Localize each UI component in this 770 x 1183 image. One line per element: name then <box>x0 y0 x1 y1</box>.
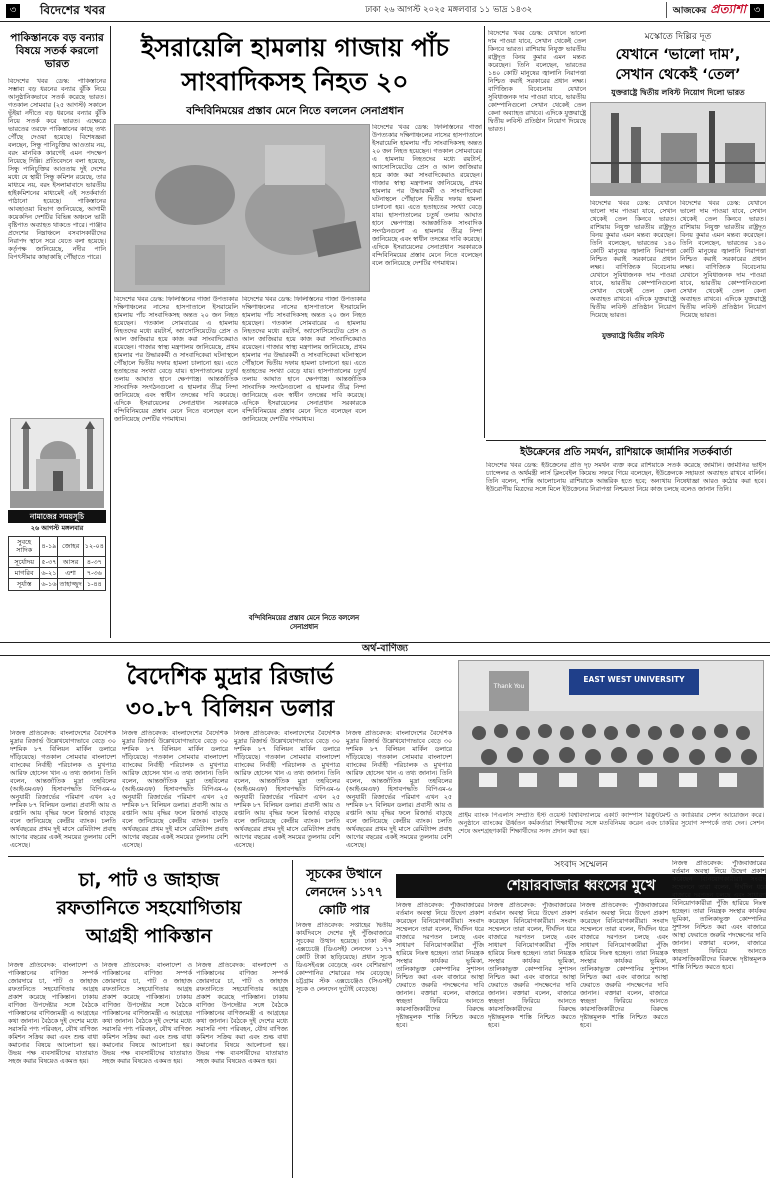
section-label: অর্থ-বাণিজ্য <box>0 642 770 656</box>
prayer-row <box>9 567 106 578</box>
right-headline-line2: সেখান থেকেই ‘তেল’ <box>615 67 741 83</box>
right-story-kicker: মস্কোতে দিল্লির দূত <box>644 32 712 42</box>
photo-caption: প্রাইম ব্যাংক পিএলসি সম্প্রতি ইস্ট ওয়েস্ট বিশ্ববিদ্যালয়ে একটি ক্যাম্পাস রিক্রুটমেন্ট ও ক্যারিয়ার সেশন আয়োজন করে। অনুষ্ঠানে ব্যাংকের ঊর্ধ্বতন কর্মকর্তারা শিক্ষার্থীদের সঙ্গে মতবিনিময় করেন এবং চাকরির সুযোগ সম্পর্কে তথ্য দেন। সেশন শেষে অংশগ্রহণকারী শিক্ষার্থীদের সনদ প্রদান করা হয়। <box>458 812 764 835</box>
logo-prefix: আজকের <box>672 6 707 16</box>
prayer-cell: আসর <box>58 556 83 567</box>
prayer-cell: ৭-৩৬ <box>83 567 105 578</box>
prayer-cell: ৪-৩৭ <box>83 556 105 567</box>
tea-headline-line3: আগ্রহী পাকিস্তান <box>85 925 213 947</box>
prayer-cell: ৪-১৯ <box>40 537 58 557</box>
horizontal-divider <box>8 856 764 857</box>
main-story-col1: বিদেশের খবর ডেস্ক: ফিলিস্তিনের গাজা উপত্যকার দক্ষিণাঞ্চলের নাসের হাসপাতালে ইসরায়েলি হামলায় পাঁচ সাংবাদিকসহ অন্তত ২০ জন নিহত হয়েছেন। গতকাল সোমবারের এ হামলায় নিহতদের মধ্যে রয়টার্স, অ্যাসোসিয়েটেড প্রেস ও আল জাজিরার হয়ে কাজ করা সাংবাদিকেরাও রয়েছেন। গাজার স্বাস্থ্য মন্ত্রণালয় জানিয়েছে, প্রথম হামলার পর উদ্ধারকর্মী ও সাংবাদিকেরা ঘটনাস্থলে পৌঁছালে দ্বিতীয় দফায় হামলা চালানো হয়। এতে হতাহতের সংখ্যা বেড়ে যায়। হাসপাতালের চতুর্থ তলায় আঘাত হানে ক্ষেপণাস্ত্র। আন্তর্জাতিক সাংবাদিক সংগঠনগুলো এ হামলার তীব্র নিন্দা জানিয়েছে এবং স্বাধীন তদন্তের দাবি করেছে। এদিকে ইসরায়েলের সেনাপ্রধান সরকারকে বন্দিবিনিময়ের প্রস্তাব মেনে নিতে বলেছেন বলে জানিয়েছে দেশটির গণমাধ্যম। <box>114 296 238 423</box>
dateline: ঢাকা ২৬ আগস্ট ২০২৫ মঙ্গলবার ১১ ভাদ্র ১৪৩২ <box>365 5 533 16</box>
press-col4: নিজস্ব প্রতিবেদক: পুঁজিবাজারের বর্তমান অবস্থা নিয়ে উদ্বেগ প্রকাশ করেছেন বিনিয়োগকারীরা। সংবাদ সম্মেলনে তারা বলেন, দীর্ঘদিন ধরে বাজারে দরপতন চলছে এবং সাধারণ বিনিয়োগকারীরা পুঁজি হারিয়ে নিঃস্ব হচ্ছেন। তারা নিয়ন্ত্রক সংস্থার কার্যকর ভূমিকা, তালিকাভুক্ত কোম্পানির সুশাসন নিশ্চিত করা এবং বাজারে আস্থা ফেরাতে জরুরি পদক্ষেপের দাবি জানান। বক্তারা বলেন, বাজারে স্বচ্ছতা ফিরিয়ে আনতে কারসাজিকারীদের বিরুদ্ধে দৃষ্টান্তমূলক শাস্তি নিশ্চিত করতে হবে। <box>672 860 766 971</box>
press-vest-photo <box>114 124 370 292</box>
press-col2: নিজস্ব প্রতিবেদক: পুঁজিবাজারের বর্তমান অবস্থা নিয়ে উদ্বেগ প্রকাশ করেছেন বিনিয়োগকারীরা। সংবাদ সম্মেলনে তারা বলেন, দীর্ঘদিন ধরে বাজারে দরপতন চলছে এবং সাধারণ বিনিয়োগকারীরা পুঁজি হারিয়ে নিঃস্ব হচ্ছেন। তারা নিয়ন্ত্রক সংস্থার কার্যকর ভূমিকা, তালিকাভুক্ত কোম্পানির সুশাসন নিশ্চিত করা এবং বাজারে আস্থা ফেরাতে জরুরি পদক্ষেপের দাবি জানান। বক্তারা বলেন, বাজারে স্বচ্ছতা ফিরিয়ে আনতে কারসাজিকারীদের বিরুদ্ধে দৃষ্টান্তমূলক শাস্তি নিশ্চিত করতে হবে। <box>488 902 576 1029</box>
mosque-icon <box>10 418 104 508</box>
story-divider <box>486 440 766 441</box>
index-headline-line2: লেনদেন ১১৭৭ <box>305 884 383 899</box>
press-col3: নিজস্ব প্রতিবেদক: পুঁজিবাজারের বর্তমান অবস্থা নিয়ে উদ্বেগ প্রকাশ করেছেন বিনিয়োগকারীরা। সংবাদ সম্মেলনে তারা বলেন, দীর্ঘদিন ধরে বাজারে দরপতন চলছে এবং সাধারণ বিনিয়োগকারীরা পুঁজি হারিয়ে নিঃস্ব হচ্ছেন। তারা নিয়ন্ত্রক সংস্থার কার্যকর ভূমিকা, তালিকাভুক্ত কোম্পানির সুশাসন নিশ্চিত করা এবং বাজারে আস্থা ফেরাতে জরুরি পদক্ষেপের দাবি জানান। বক্তারা বলেন, বাজারে স্বচ্ছতা ফিরিয়ে আনতে কারসাজিকারীদের বিরুদ্ধে দৃষ্টান্তমূলক শাস্তি নিশ্চিত করতে হবে। <box>580 902 668 1029</box>
main-headline-line2: সাংবাদিকসহ নিহত ২০ <box>181 67 409 96</box>
main-story-col2: বিদেশের খবর ডেস্ক: ফিলিস্তিনের গাজা উপত্যকার দক্ষিণাঞ্চলের নাসের হাসপাতালে ইসরায়েলি হামলায় পাঁচ সাংবাদিকসহ অন্তত ২০ জন নিহত হয়েছেন। গতকাল সোমবারের এ হামলায় নিহতদের মধ্যে রয়টার্স, অ্যাসোসিয়েটেড প্রেস ও আল জাজিরার হয়ে কাজ করা সাংবাদিকেরাও রয়েছেন। গাজার স্বাস্থ্য মন্ত্রণালয় জানিয়েছে, প্রথম হামলার পর উদ্ধারকর্মী ও সাংবাদিকেরা ঘটনাস্থলে পৌঁছালে দ্বিতীয় দফায় হামলা চালানো হয়। এতে হতাহতের সংখ্যা বেড়ে যায়। হাসপাতালের চতুর্থ তলায় আঘাত হানে ক্ষেপণাস্ত্র। আন্তর্জাতিক সাংবাদিক সংগঠনগুলো এ হামলার তীব্র নিন্দা জানিয়েছে এবং স্বাধীন তদন্তের দাবি করেছে। এদিকে ইসরায়েলের সেনাপ্রধান সরকারকে বন্দিবিনিময়ের প্রস্তাব মেনে নিতে বলেছেন বলে জানিয়েছে দেশটির গণমাধ্যম। <box>242 296 366 423</box>
prayer-cell: ৫-৩৭ <box>41 557 57 566</box>
reserve-col2: নিজস্ব প্রতিবেদক: বাংলাদেশের বৈদেশিক মুদ্রার রিজার্ভ উল্লেখযোগ্যভাবে বেড়ে ৩০ দশমিক ৮৭ বিলিয়ন মার্কিন ডলারে দাঁড়িয়েছে। গতকাল সোমবার বাংলাদেশ ব্যাংকের নির্বাহী পরিচালক ও মুখপাত্র আরিফ হোসেন খান এ তথ্য জানান। তিনি বলেন, আন্তর্জাতিক মুদ্রা তহবিলের (আইএমএফ) হিসাবপদ্ধতি বিপিএম-৬ অনুযায়ী রিজার্ভের পরিমাণ এখন ২৫ দশমিক ৮৭ বিলিয়ন ডলার। প্রবাসী আয় ও রপ্তানি আয় বৃদ্ধির ফলে রিজার্ভ বাড়ছে বলে জানিয়েছে কেন্দ্রীয় ব্যাংক। চলতি অর্থবছরের প্রথম দুই মাসে রেমিট্যান্স প্রবাহ আগের বছরের একই সময়ের তুলনায় বেশি এসেছে। <box>122 730 228 849</box>
prayer-table <box>8 536 106 591</box>
main-subhead: বন্দিবিনিময়ের প্রস্তাব মেনে নিতে বললেন সেনাপ্রধান <box>186 105 404 117</box>
masthead-logo <box>666 2 746 18</box>
press-headline: শেয়ারবাজার ধ্বংসের মুখে <box>396 874 766 898</box>
prayer-cell: সুবহে সাদিক <box>9 537 40 557</box>
prayer-cell: জোহর <box>58 537 83 557</box>
right-story-col2: বিদেশের খবর ডেস্ক: যেখানে ভালো দাম পাওয়া যাবে, সেখান থেকেই তেল কিনবে ভারত। রাশিয়ায় নিযুক্ত ভারতীয় রাষ্ট্রদূত বিনয় কুমার এমন মন্তব্য করেছেন। তিনি বলেছেন, ভারতের ১৪০ কোটি মানুষের জ্বালানি নিরাপত্তা নিশ্চিত করাই সরকারের প্রধান লক্ষ্য। বাণিজ্যিক বিবেচনায় যেখানে সুবিধাজনক দাম পাওয়া যাবে, ভারতীয় কোম্পানিগুলো সেখান থেকেই তেল কেনা অব্যাহত রাখবে। এদিকে যুক্তরাষ্ট্রে দ্বিতীয় লবিস্ট প্রতিষ্ঠান নিয়োগ দিয়েছে ভারত। <box>590 200 676 319</box>
index-headline-line1: সূচকের উত্থানে <box>306 866 382 881</box>
thanks-text: Thank You <box>493 683 525 690</box>
refinery-photo <box>590 102 766 196</box>
ukraine-headline: ইউক্রেনের প্রতি সমর্থন, রাশিয়াকে জার্মানির সতর্কবার্তা <box>520 447 732 458</box>
tea-headline-line2: রফতানিতে সহযোগিতায় <box>56 897 242 919</box>
press-col1: নিজস্ব প্রতিবেদক: পুঁজিবাজারের বর্তমান অবস্থা নিয়ে উদ্বেগ প্রকাশ করেছেন বিনিয়োগকারীরা। সংবাদ সম্মেলনে তারা বলেন, দীর্ঘদিন ধরে বাজারে দরপতন চলছে এবং সাধারণ বিনিয়োগকারীরা পুঁজি হারিয়ে নিঃস্ব হচ্ছেন। তারা নিয়ন্ত্রক সংস্থার কার্যকর ভূমিকা, তালিকাভুক্ত কোম্পানির সুশাসন নিশ্চিত করা এবং বাজারে আস্থা ফেরাতে জরুরি পদক্ষেপের দাবি জানান। বক্তারা বলেন, বাজারে স্বচ্ছতা ফিরিয়ে আনতে কারসাজিকারীদের বিরুদ্ধে দৃষ্টান্তমূলক শাস্তি নিশ্চিত করতে হবে। <box>396 902 484 1029</box>
prayer-title: নামাজের সময়সূচি <box>8 510 106 523</box>
right-story-inline-head: যুক্তরাষ্ট্রে দ্বিতীয় লবিস্ট <box>590 332 676 341</box>
left-story-body: বিদেশের খবর ডেস্ক: পাকিস্তানের সম্ভাব্য বড় ধরনের বন্যার ঝুঁকি নিয়ে আনুষ্ঠানিকভাবে সতর্ক করেছে ভারত। গতকাল সোমবার (২৫ আগস্ট) সকালে ভূঁইয়া নদীতে বড় ধরনের বন্যার ঝুঁকি নিয়ে সতর্ক করে ভারত। এক্ষেত্রে ভারতের তরফে পাকিস্তানের কাছে তথ্য পৌঁছে দেওয়া হয়েছে। বিশেষজ্ঞরা বলছেন, সিন্ধু পানিচুক্তির আওতায় নয়, বরং মানবিক কারণেই এমন পদক্ষেপ নিয়েছে দিল্লি। প্রতিবেদনে বলা হয়েছে, সিন্ধু পানিচুক্তির আওতায় দুই দেশের মধ্যে যে স্থায়ী সিন্ধু কমিশন রয়েছে, তার মাধ্যমে নয়, বরং ইসলামাবাদে ভারতীয় হাইকমিশনের মাধ্যমেই এই সতর্কবার্তা পাঠানো হয়েছে। পাকিস্তানের আবহাওয়া বিভাগ জানিয়েছে, আগামী কয়েকদিন দেশটির বিভিন্ন অঞ্চলে ভারী বৃষ্টিপাত অব্যাহত থাকতে পারে। পাঞ্জাব প্রদেশের নিম্নাঞ্চলে বসবাসকারীদের নিরাপদ স্থানে সরে যেতে বলা হয়েছে। কর্তৃপক্ষ জানিয়েছে, নদীর পানি বিপৎসীমার কাছাকাছি পৌঁছাতে পারে। <box>8 78 106 261</box>
tea-col2: নিজস্ব প্রতিবেদক: বাংলাদেশ ও পাকিস্তানের বাণিজ্য সম্পর্ক জোরদারে চা, পাট ও জাহাজ রফতানিতে সহযোগিতার আগ্রহ প্রকাশ করেছে পাকিস্তান। ঢাকায় বাণিজ্য উপদেষ্টার সঙ্গে বৈঠকে পাকিস্তানের বাণিজ্যমন্ত্রী এ আগ্রহের কথা জানান। বৈঠকে দুই দেশের মধ্যে সরাসরি পণ্য পরিবহন, যৌথ বাণিজ্য কমিশন সক্রিয় করা এবং শুল্ক বাধা কমানোর বিষয়ে আলোচনা হয়। উভয় পক্ষ ব্যবসায়ীদের যাতায়াত সহজ করার বিষয়েও একমত হয়। <box>102 962 192 1065</box>
prayer-cell: তাহাজ্জুদ <box>59 580 82 589</box>
main-story-inline-head: বন্দিবিনিময়ের প্রস্তাব মেনে নিতে বললেন সেনাপ্রধান <box>248 614 360 631</box>
reserve-col1: নিজস্ব প্রতিবেদক: বাংলাদেশের বৈদেশিক মুদ্রার রিজার্ভ উল্লেখযোগ্যভাবে বেড়ে ৩০ দশমিক ৮৭ বিলিয়ন মার্কিন ডলারে দাঁড়িয়েছে। গতকাল সোমবার বাংলাদেশ ব্যাংকের নির্বাহী পরিচালক ও মুখপাত্র আরিফ হোসেন খান এ তথ্য জানান। তিনি বলেন, আন্তর্জাতিক মুদ্রা তহবিলের (আইএমএফ) হিসাবপদ্ধতি বিপিএম-৬ অনুযায়ী রিজার্ভের পরিমাণ এখন ২৫ দশমিক ৮৭ বিলিয়ন ডলার। প্রবাসী আয় ও রপ্তানি আয় বৃদ্ধির ফলে রিজার্ভ বাড়ছে বলে জানিয়েছে কেন্দ্রীয় ব্যাংক। চলতি অর্থবছরের প্রথম দুই মাসে রেমিট্যান্স প্রবাহ আগের বছরের একই সময়ের তুলনায় বেশি এসেছে। <box>10 730 116 849</box>
prayer-cell: ১২-০৪ <box>83 537 105 557</box>
prayer-row <box>9 579 106 590</box>
column-divider <box>484 26 485 438</box>
column-divider <box>110 26 111 638</box>
section-name: বিদেশের খবর <box>40 2 106 17</box>
reserve-headline-line1: বৈদেশিক মুদ্রার রিজার্ভ <box>126 664 334 690</box>
prayer-cell: ৬-২১ <box>41 568 57 577</box>
press-kicker: সংবাদ সম্মেলন <box>554 860 608 870</box>
reserve-headline-line2: ৩০.৮৭ বিলিয়ন ডলার <box>125 696 335 722</box>
reserve-col4: নিজস্ব প্রতিবেদক: বাংলাদেশের বৈদেশিক মুদ্রার রিজার্ভ উল্লেখযোগ্যভাবে বেড়ে ৩০ দশমিক ৮৭ বিলিয়ন মার্কিন ডলারে দাঁড়িয়েছে। গতকাল সোমবার বাংলাদেশ ব্যাংকের নির্বাহী পরিচালক ও মুখপাত্র আরিফ হোসেন খান এ তথ্য জানান। তিনি বলেন, আন্তর্জাতিক মুদ্রা তহবিলের (আইএমএফ) হিসাবপদ্ধতি বিপিএম-৬ অনুযায়ী রিজার্ভের পরিমাণ এখন ২৫ দশমিক ৮৭ বিলিয়ন ডলার। প্রবাসী আয় ও রপ্তানি আয় বৃদ্ধির ফলে রিজার্ভ বাড়ছে বলে জানিয়েছে কেন্দ্রীয় ব্যাংক। চলতি অর্থবছরের প্রথম দুই মাসে রেমিট্যান্স প্রবাহ আগের বছরের একই সময়ের তুলনায় বেশি এসেছে। <box>346 730 452 849</box>
prayer-date: ২৬ আগস্ট মঙ্গলবার <box>30 524 84 532</box>
prayer-cell: এশা <box>58 567 83 578</box>
logo-main: প্রত্যাশা <box>710 2 746 16</box>
prayer-cell: ১-৪৪ <box>83 579 105 590</box>
page-number-right: ৩ <box>750 4 764 18</box>
prayer-cell: মাগরিব <box>9 567 40 578</box>
tea-col3: নিজস্ব প্রতিবেদক: বাংলাদেশ ও পাকিস্তানের বাণিজ্য সম্পর্ক জোরদারে চা, পাট ও জাহাজ রফতানিতে সহযোগিতার আগ্রহ প্রকাশ করেছে পাকিস্তান। ঢাকায় বাণিজ্য উপদেষ্টার সঙ্গে বৈঠকে পাকিস্তানের বাণিজ্যমন্ত্রী এ আগ্রহের কথা জানান। বৈঠকে দুই দেশের মধ্যে সরাসরি পণ্য পরিবহন, যৌথ বাণিজ্য কমিশন সক্রিয় করা এবং শুল্ক বাধা কমানোর বিষয়ে আলোচনা হয়। উভয় পক্ষ ব্যবসায়ীদের যাতায়াত সহজ করার বিষয়েও একমত হয়। <box>196 962 288 1065</box>
prayer-cell: সূর্যোদয় <box>9 556 40 567</box>
banner-text: EAST WEST UNIVERSITY <box>583 675 685 684</box>
group-photo <box>458 660 764 808</box>
ukraine-body: বিদেশের খবর ডেস্ক: ইউক্রেনের প্রতি দৃঢ় সমর্থন ব্যক্ত করে রাশিয়াকে সতর্ক করেছে জার্মানি। জার্মানির ভাইস চ্যান্সেলর ও অর্থমন্ত্রী লার্স ক্লিংবেইল কিয়েভ সফরে গিয়ে বলেছেন, ইউক্রেনকে সহায়তা অব্যাহত রাখবে বার্লিন। তিনি বলেন, শান্তি আলোচনায় রাশিয়াকে আন্তরিক হতে হবে; অন্যথায় নিষেধাজ্ঞা আরও কঠোর করা হবে। ইউরোপীয় মিত্রদের সঙ্গে মিলে ইউক্রেনের নিরাপত্তা নিশ্চয়তা নিয়ে কাজ চলছে বলেও জানান তিনি। <box>486 462 766 493</box>
page-header <box>0 0 770 22</box>
prayer-row <box>9 537 106 557</box>
index-body: নিজস্ব প্রতিবেদক: সপ্তাহের দ্বিতীয় কার্যদিবসে দেশের দুই পুঁজিবাজারে সূচকের উত্থান হয়েছে। ঢাকা স্টক এক্সচেঞ্জে (ডিএসই) লেনদেন ১১৭৭ কোটি টাকা ছাড়িয়েছে। প্রধান সূচক ডিএসইএক্স বেড়েছে এবং বেশিরভাগ কোম্পানির শেয়ারের দাম বেড়েছে। চট্টগ্রাম স্টক এক্সচেঞ্জেও (সিএসই) সূচক ও লেনদেন দুটোই বেড়েছে। <box>296 922 392 993</box>
prayer-row <box>9 556 106 567</box>
main-headline-line1: ইসরায়েলি হামলায় গাজায় পাঁচ <box>141 33 449 62</box>
right-story-subhead: যুক্তরাষ্ট্রে দ্বিতীয় লবিস্ট নিয়োগ দিলো ভারত <box>611 88 745 97</box>
right-story-col3: বিদেশের খবর ডেস্ক: যেখানে ভালো দাম পাওয়া যাবে, সেখান থেকেই তেল কিনবে ভারত। রাশিয়ায় নিযুক্ত ভারতীয় রাষ্ট্রদূত বিনয় কুমার এমন মন্তব্য করেছেন। তিনি বলেছেন, ভারতের ১৪০ কোটি মানুষের জ্বালানি নিরাপত্তা নিশ্চিত করাই সরকারের প্রধান লক্ষ্য। বাণিজ্যিক বিবেচনায় যেখানে সুবিধাজনক দাম পাওয়া যাবে, ভারতীয় কোম্পানিগুলো সেখান থেকেই তেল কেনা অব্যাহত রাখবে। এদিকে যুক্তরাষ্ট্রে দ্বিতীয় লবিস্ট প্রতিষ্ঠান নিয়োগ দিয়েছে ভারত। <box>680 200 766 319</box>
page-number-left: ৩ <box>6 4 20 18</box>
reserve-col3: নিজস্ব প্রতিবেদক: বাংলাদেশের বৈদেশিক মুদ্রার রিজার্ভ উল্লেখযোগ্যভাবে বেড়ে ৩০ দশমিক ৮৭ বিলিয়ন মার্কিন ডলারে দাঁড়িয়েছে। গতকাল সোমবার বাংলাদেশ ব্যাংকের নির্বাহী পরিচালক ও মুখপাত্র আরিফ হোসেন খান এ তথ্য জানান। তিনি বলেন, আন্তর্জাতিক মুদ্রা তহবিলের (আইএমএফ) হিসাবপদ্ধতি বিপিএম-৬ অনুযায়ী রিজার্ভের পরিমাণ এখন ২৫ দশমিক ৮৭ বিলিয়ন ডলার। প্রবাসী আয় ও রপ্তানি আয় বৃদ্ধির ফলে রিজার্ভ বাড়ছে বলে জানিয়েছে কেন্দ্রীয় ব্যাংক। চলতি অর্থবছরের প্রথম দুই মাসে রেমিট্যান্স প্রবাহ আগের বছরের একই সময়ের তুলনায় বেশি এসেছে। <box>234 730 340 849</box>
left-story-headline: পাকিস্তানকে বড় বন্যার বিষয়ে সতর্ক করলো ভারত <box>10 32 104 70</box>
tea-headline-line1: চা, পাট ও জাহাজ <box>78 869 220 891</box>
right-story-col1: বিদেশের খবর ডেস্ক: যেখানে ভালো দাম পাওয়া যাবে, সেখান থেকেই তেল কিনবে ভারত। রাশিয়ায় নিযুক্ত ভারতীয় রাষ্ট্রদূত বিনয় কুমার এমন মন্তব্য করেছেন। তিনি বলেছেন, ভারতের ১৪০ কোটি মানুষের জ্বালানি নিরাপত্তা নিশ্চিত করাই সরকারের প্রধান লক্ষ্য। বাণিজ্যিক বিবেচনায় যেখানে সুবিধাজনক দাম পাওয়া যাবে, ভারতীয় কোম্পানিগুলো সেখান থেকেই তেল কেনা অব্যাহত রাখবে। এদিকে যুক্তরাষ্ট্রে দ্বিতীয় লবিস্ট প্রতিষ্ঠান নিয়োগ দিয়েছে ভারত। <box>488 30 586 133</box>
prayer-cell: সূর্যাস্ত <box>9 579 40 590</box>
column-divider <box>292 860 293 1178</box>
tea-col1: নিজস্ব প্রতিবেদক: বাংলাদেশ ও পাকিস্তানের বাণিজ্য সম্পর্ক জোরদারে চা, পাট ও জাহাজ রফতানিতে সহযোগিতার আগ্রহ প্রকাশ করেছে পাকিস্তান। ঢাকায় বাণিজ্য উপদেষ্টার সঙ্গে বৈঠকে পাকিস্তানের বাণিজ্যমন্ত্রী এ আগ্রহের কথা জানান। বৈঠকে দুই দেশের মধ্যে সরাসরি পণ্য পরিবহন, যৌথ বাণিজ্য কমিশন সক্রিয় করা এবং শুল্ক বাধা কমানোর বিষয়ে আলোচনা হয়। উভয় পক্ষ ব্যবসায়ীদের যাতায়াত সহজ করার বিষয়েও একমত হয়। <box>8 962 98 1065</box>
right-headline-line1: যেখানে ‘ভালো দাম’, <box>615 47 741 63</box>
prayer-cell: ৬-১৬ <box>41 580 57 589</box>
main-story-col3: বিদেশের খবর ডেস্ক: ফিলিস্তিনের গাজা উপত্যকার দক্ষিণাঞ্চলের নাসের হাসপাতালে ইসরায়েলি হামলায় পাঁচ সাংবাদিকসহ অন্তত ২০ জন নিহত হয়েছেন। গতকাল সোমবারের এ হামলায় নিহতদের মধ্যে রয়টার্স, অ্যাসোসিয়েটেড প্রেস ও আল জাজিরার হয়ে কাজ করা সাংবাদিকেরাও রয়েছেন। গাজার স্বাস্থ্য মন্ত্রণালয় জানিয়েছে, প্রথম হামলার পর উদ্ধারকর্মী ও সাংবাদিকেরা ঘটনাস্থলে পৌঁছালে দ্বিতীয় দফায় হামলা চালানো হয়। এতে হতাহতের সংখ্যা বেড়ে যায়। হাসপাতালের চতুর্থ তলায় আঘাত হানে ক্ষেপণাস্ত্র। আন্তর্জাতিক সাংবাদিক সংগঠনগুলো এ হামলার তীব্র নিন্দা জানিয়েছে এবং স্বাধীন তদন্তের দাবি করেছে। এদিকে ইসরায়েলের সেনাপ্রধান সরকারকে বন্দিবিনিময়ের প্রস্তাব মেনে নিতে বলেছেন বলে জানিয়েছে দেশটির গণমাধ্যম। <box>372 124 482 267</box>
index-headline-line3: কোটি পার <box>318 902 370 917</box>
